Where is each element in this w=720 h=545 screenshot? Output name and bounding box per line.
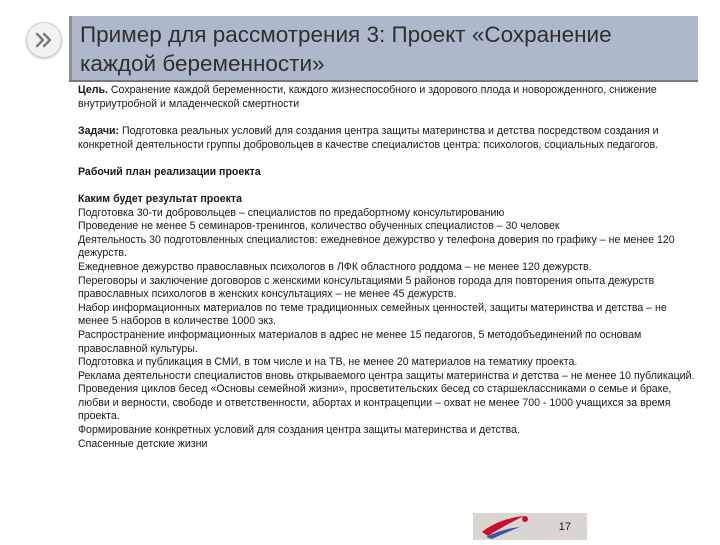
result-line: Ежедневное дежурство православных психологов в ЛФК областного роддома – не менее 120 дежурств. [78,260,592,273]
plan-heading: Рабочий план реализации проекта [78,166,261,179]
result-line: Проведение не менее 5 семинаров-тренингов, количество обученных специалистов – 30 человек [78,220,560,233]
result-line: Распространение информационных материалов в адрес не менее 15 педагогов, 5 методобъединений по основам православной культуры. [78,328,642,355]
tasks-label: Задачи: [78,125,120,138]
title-divider [69,80,698,82]
result-line: Набор информационных материалов по теме традиционных семейных ценностей, защиты материнства и детства – не менее 5 наборов в количестве 1000 экз. [78,301,667,328]
result-line: Подготовка и публикация в СМИ, в том числе и на ТВ, не менее 20 материалов на тематику проекта. [78,356,578,369]
page-title: Пример для рассмотрения 3: Проект «Сохранение каждой беременности» [80,22,612,76]
result-line: Спасенные детские жизни [78,437,208,450]
tasks-text: Подготовка реальных условий для создания центра защиты материнства и детства посредством создания и конкретной деятельности группы добровольцев в качестве специалистов центра: психологов, социальных педагогов. [78,125,659,151]
title-bar [69,16,698,80]
slide-content [78,84,698,451]
goal-text: Сохранение каждой беременности, каждого жизнеспособного и здорового плода и новорожденного, снижение внутриутробной и младенческой смертности [78,84,657,110]
double-chevron-icon [26,22,62,58]
result-line: Формирование конкретных условий для создания центра защиты материнства и детства. [78,424,520,437]
result-line: Подготовка 30-ти добровольцев – специалистов по предабортному консультированию [78,206,505,219]
result-line: Реклама деятельности специалистов вновь открываемого центра защиты материнства и детства – не менее 10 публикаций. [78,369,695,382]
page-number: 17 [558,520,571,533]
result-line: Переговоры и заключение договоров с женскими консультациями 5 районов города для повторения опыта дежурств православных психологов в женских консультациях – не менее 45 дежурств. [78,274,655,301]
goal-paragraph [78,84,698,111]
goal-label: Цель. [78,84,108,96]
result-line: Деятельность 30 подготовленных специалистов: ежедневное дежурство у телефона доверия по графику – не менее 120 дежурств. [78,233,675,260]
tasks-paragraph [78,125,698,152]
result-heading: Каким будет результат проекта [78,192,242,205]
result-line: Проведения циклов бесед «Основы семейной жизни», просветительских бесед со старшеклассниками о семье и браке, любви и верности, свободе и ответственности, абортах и контрацепции – охват не менее 700 - 1000 учащихся за время проекта. [78,383,672,423]
swoosh-logo [478,512,538,540]
